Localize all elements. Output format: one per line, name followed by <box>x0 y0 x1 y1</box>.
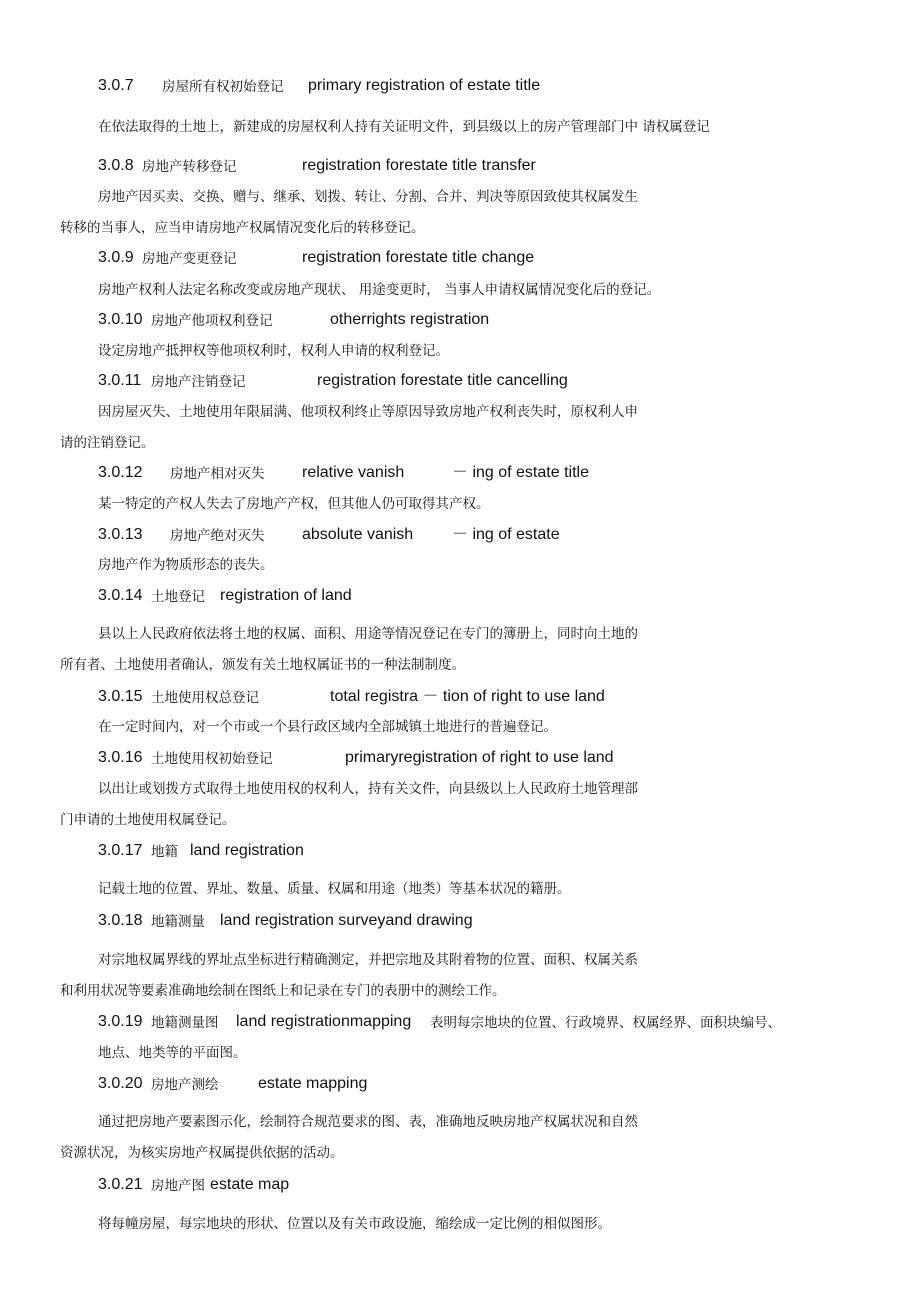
entry-term-en: primaryregistration of right to use land <box>345 749 614 766</box>
entry-term-cn: 房地产图 <box>151 1178 205 1194</box>
entry-term-cn: 地籍测量 <box>151 914 205 930</box>
entry-term-en: estate map <box>210 1176 290 1193</box>
entry-definition: 对宗地权属界线的界址点坐标进行精确测定，并把宗地及其附着物的位置、面积、权属关系 <box>98 952 638 968</box>
entry-term-cn: 土地登记 <box>151 589 205 605</box>
entry-number: 3.0.9 <box>98 249 134 266</box>
entry-definition: 所有者、土地使用者确认，颁发有关土地权属证书的一种法制制度。 <box>60 657 465 673</box>
entry-definition-inline: 表明每宗地块的位置、行政境界、权属经界、面积块编号、 <box>430 1015 781 1031</box>
entry-term-cn: 房地产测绘 <box>151 1077 219 1093</box>
entry-definition: 和利用状况等要素准确地绘制在图纸上和记录在专门的表册中的测绘工作。 <box>60 983 506 999</box>
entry-definition: 房地产权利人法定名称改变或房地产现状、 用途变更时， 当事人申请权属情况变化后的登记。 <box>98 282 661 298</box>
entry-definition: 转移的当事人，应当申请房地产权属情况变化后的转移登记。 <box>60 220 425 236</box>
entry-term-cn: 房地产相对灭失 <box>170 466 265 482</box>
entry-number: 3.0.12 <box>98 464 143 481</box>
entry-number: 3.0.8 <box>98 157 134 174</box>
entry-term-cn: 土地使用权总登记 <box>151 690 259 706</box>
entry-term-en: land registration surveyand drawing <box>220 912 473 929</box>
entry-definition: 设定房地产抵押权等他项权利时，权利人申请的权利登记。 <box>98 343 449 359</box>
entry-definition: 资源状况，为核实房地产权属提供依据的活动。 <box>60 1145 344 1161</box>
entry-definition: 地点、地类等的平面图。 <box>98 1045 247 1061</box>
entry-term-en-continued: － ing of estate title <box>452 464 589 481</box>
entry-term-en: total registra － tion of right to use land <box>330 688 605 705</box>
entry-number: 3.0.13 <box>98 526 143 543</box>
entry-definition: 在一定时间内，对一个市或一个县行政区域内全部城镇土地进行的普遍登记。 <box>98 719 557 735</box>
entry-term-en: registration forestate title transfer <box>302 157 536 174</box>
entry-term-cn: 房地产转移登记 <box>142 159 237 175</box>
entry-number: 3.0.7 <box>98 77 134 94</box>
entry-term-cn: 房地产他项权利登记 <box>151 313 273 329</box>
entry-term-en: registration forestate title change <box>302 249 535 266</box>
entry-term-en: land registrationmapping <box>236 1013 412 1030</box>
entry-number: 3.0.18 <box>98 912 143 929</box>
entry-definition: 房地产因买卖、交换、赠与、继承、划拨、转让、分割、合并、判决等原因致使其权属发生 <box>98 189 638 205</box>
entry-number: 3.0.10 <box>98 311 143 328</box>
entry-number: 3.0.19 <box>98 1013 143 1030</box>
entry-definition: 某一特定的产权人失去了房地产产权，但其他人仍可取得其产权。 <box>98 496 490 512</box>
entry-term-en: primary registration of estate title <box>308 77 541 94</box>
entry-term-cn: 房屋所有权初始登记 <box>162 79 284 95</box>
entry-definition: 记载土地的位置、界址、数量、质量、权属和用途（地类）等基本状况的籍册。 <box>98 881 571 897</box>
entry-term-cn: 地籍测量图 <box>151 1015 219 1031</box>
entry-term-en: absolute vanish <box>302 526 414 543</box>
entry-number: 3.0.20 <box>98 1075 143 1092</box>
entry-term-en: estate mapping <box>258 1075 368 1092</box>
entry-term-en: relative vanish <box>302 464 405 481</box>
entry-definition: 房地产作为物质形态的丧失。 <box>98 557 274 573</box>
entry-number: 3.0.11 <box>98 372 142 389</box>
entry-term-cn: 房地产变更登记 <box>142 251 237 267</box>
entry-term-en: land registration <box>190 842 304 859</box>
entry-number: 3.0.17 <box>98 842 143 859</box>
entry-term-cn: 房地产注销登记 <box>151 374 246 390</box>
entry-definition: 因房屋灭失、土地使用年限届满、他项权利终止等原因导致房地产权利丧失时，原权利人申 <box>98 404 638 420</box>
entry-definition: 门申请的土地使用权属登记。 <box>60 812 236 828</box>
entry-term-cn: 土地使用权初始登记 <box>151 751 273 767</box>
entry-term-en: registration forestate title cancelling <box>317 372 568 389</box>
entry-number: 3.0.16 <box>98 749 143 766</box>
entry-term-en: otherrights registration <box>330 311 490 328</box>
entry-number: 3.0.14 <box>98 587 143 604</box>
entry-term-cn: 房地产绝对灭失 <box>170 528 265 544</box>
entry-definition: 以出让或划拨方式取得土地使用权的权利人，持有关文件，向县级以上人民政府土地管理部 <box>98 781 638 797</box>
entry-definition: 县以上人民政府依法将土地的权属、面积、用途等情况登记在专门的簿册上，同时向土地的 <box>98 626 638 642</box>
entry-number: 3.0.21 <box>98 1176 143 1193</box>
entry-definition: 将每幢房屋，每宗地块的形状、位置以及有关市政设施，缩绘成一定比例的相似图形。 <box>98 1216 611 1232</box>
entry-number: 3.0.15 <box>98 688 143 705</box>
entry-term-en-continued: － ing of estate <box>452 526 560 543</box>
entry-definition: 在依法取得的土地上，新建成的房屋权利人持有关证明文件，到县级以上的房产管理部门中 请权属登记 <box>98 119 710 135</box>
entry-definition: 通过把房地产要素图示化，绘制符合规范要求的图、表，准确地反映房地产权属状况和自然 <box>98 1114 638 1130</box>
entry-definition: 请的注销登记。 <box>60 435 155 451</box>
entry-term-en: registration of land <box>220 587 352 604</box>
entry-term-cn: 地籍 <box>151 844 178 860</box>
